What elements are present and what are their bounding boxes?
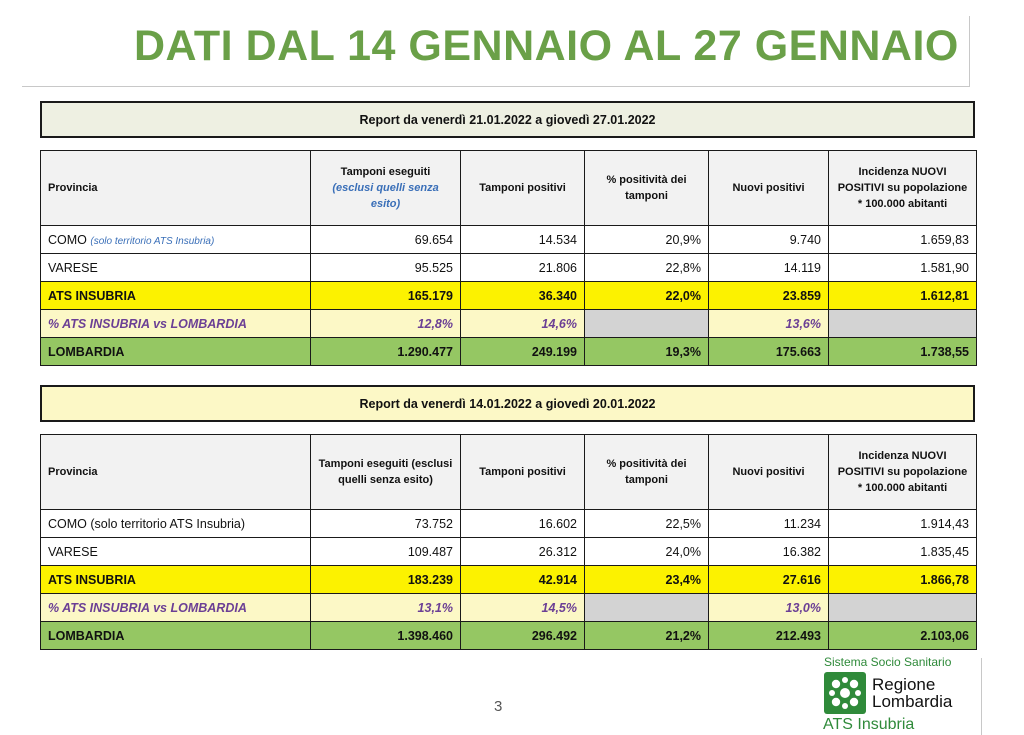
cell-perc: 22,8% bbox=[585, 254, 709, 282]
cell-incidenza: 1.581,90 bbox=[829, 254, 977, 282]
cell-incidenza: 1.914,43 bbox=[829, 510, 977, 538]
header-tamponi-eseguiti-label: Tamponi eseguiti bbox=[340, 166, 431, 178]
table-header-row bbox=[41, 435, 977, 510]
cell-label: ATS INSUBRIA bbox=[41, 566, 311, 594]
header-positivita: % positività dei tamponi bbox=[585, 151, 709, 226]
table-row-lombardia bbox=[41, 622, 977, 650]
cell-label: % ATS INSUBRIA vs LOMBARDIA bbox=[41, 594, 311, 622]
cell-incidenza: 2.103,06 bbox=[829, 622, 977, 650]
cell-nuovi: 9.740 bbox=[709, 226, 829, 254]
table-row-ats-insubria bbox=[41, 566, 977, 594]
cell-tamponi: 69.654 bbox=[311, 226, 461, 254]
cell-perc: 21,2% bbox=[585, 622, 709, 650]
cell-tamponi: 165.179 bbox=[311, 282, 461, 310]
header-tamponi-positivi: Tamponi positivi bbox=[461, 435, 585, 510]
cell-empty bbox=[585, 310, 709, 338]
cell-nuovi: 16.382 bbox=[709, 538, 829, 566]
cell-nuovi: 27.616 bbox=[709, 566, 829, 594]
cell-empty bbox=[829, 310, 977, 338]
title-divider bbox=[22, 86, 970, 87]
cell-positivi: 14,5% bbox=[461, 594, 585, 622]
cell-tamponi: 12,8% bbox=[311, 310, 461, 338]
cell-positivi: 16.602 bbox=[461, 510, 585, 538]
cell-label: LOMBARDIA bbox=[41, 338, 311, 366]
title-vertical-divider bbox=[969, 16, 970, 86]
header-nuovi-positivi: Nuovi positivi bbox=[709, 435, 829, 510]
page-number: 3 bbox=[494, 698, 503, 715]
header-tamponi-eseguiti-note: (esclusi quelli senza esito) bbox=[332, 182, 439, 210]
cell-label: % ATS INSUBRIA vs LOMBARDIA bbox=[41, 310, 311, 338]
table-row-ats-vs-lombardia bbox=[41, 594, 977, 622]
report-2-table bbox=[40, 434, 977, 650]
cell-nuovi: 175.663 bbox=[709, 338, 829, 366]
table-row-ats-insubria bbox=[41, 282, 977, 310]
cell-nuovi: 13,0% bbox=[709, 594, 829, 622]
logo-ats-text: ATS Insubria bbox=[823, 716, 915, 733]
table-row-varese bbox=[41, 538, 977, 566]
row-note: (solo territorio ATS Insubria) bbox=[90, 235, 215, 247]
header-nuovi-positivi: Nuovi positivi bbox=[709, 151, 829, 226]
cell-incidenza: 1.835,45 bbox=[829, 538, 977, 566]
cell-nuovi: 212.493 bbox=[709, 622, 829, 650]
cell-positivi: 14,6% bbox=[461, 310, 585, 338]
logo-name bbox=[872, 676, 952, 710]
cell-tamponi: 1.290.477 bbox=[311, 338, 461, 366]
cell-positivi: 26.312 bbox=[461, 538, 585, 566]
logo-system-text: Sistema Socio Sanitario bbox=[824, 655, 952, 669]
cell-perc: 22,0% bbox=[585, 282, 709, 310]
header-provincia: Provincia bbox=[41, 151, 311, 226]
row-label: COMO bbox=[48, 232, 87, 247]
cell-empty bbox=[585, 594, 709, 622]
header-tamponi-positivi: Tamponi positivi bbox=[461, 151, 585, 226]
cell-positivi: 21.806 bbox=[461, 254, 585, 282]
cell-positivi: 36.340 bbox=[461, 282, 585, 310]
cell-positivi: 296.492 bbox=[461, 622, 585, 650]
cell-incidenza: 1.659,83 bbox=[829, 226, 977, 254]
table-row-como bbox=[41, 510, 977, 538]
cell-nuovi: 13,6% bbox=[709, 310, 829, 338]
cell-perc: 24,0% bbox=[585, 538, 709, 566]
regione-lombardia-logo-icon bbox=[824, 672, 866, 714]
report-2-heading: Report da venerdì 14.01.2022 a giovedì 20.01.2022 bbox=[40, 385, 975, 422]
cell-label: VARESE bbox=[41, 254, 311, 282]
cell-tamponi: 109.487 bbox=[311, 538, 461, 566]
logo-name-line1: Regione bbox=[872, 675, 936, 694]
report-1-table bbox=[40, 150, 977, 366]
header-tamponi-eseguiti bbox=[311, 151, 461, 226]
table-row-lombardia bbox=[41, 338, 977, 366]
table-row-varese bbox=[41, 254, 977, 282]
page-title: DATI DAL 14 GENNAIO AL 27 GENNAIO bbox=[134, 22, 959, 70]
header-incidenza: Incidenza NUOVI POSITIVI su popolazione * 100.000 abitanti bbox=[829, 151, 977, 226]
cell-incidenza: 1.612,81 bbox=[829, 282, 977, 310]
cell-empty bbox=[829, 594, 977, 622]
cell-nuovi: 23.859 bbox=[709, 282, 829, 310]
cell-label: LOMBARDIA bbox=[41, 622, 311, 650]
cell-label: VARESE bbox=[41, 538, 311, 566]
cell-tamponi: 183.239 bbox=[311, 566, 461, 594]
table-row-como bbox=[41, 226, 977, 254]
header-positivita: % positività dei tamponi bbox=[585, 435, 709, 510]
logo-divider bbox=[981, 658, 982, 735]
table-header-row bbox=[41, 151, 977, 226]
cell-tamponi: 1.398.460 bbox=[311, 622, 461, 650]
header-incidenza: Incidenza NUOVI POSITIVI su popolazione * 100.000 abitanti bbox=[829, 435, 977, 510]
cell-perc: 23,4% bbox=[585, 566, 709, 594]
cell-tamponi: 13,1% bbox=[311, 594, 461, 622]
cell-tamponi: 73.752 bbox=[311, 510, 461, 538]
table-row-ats-vs-lombardia bbox=[41, 310, 977, 338]
cell-incidenza: 1.738,55 bbox=[829, 338, 977, 366]
cell-perc: 20,9% bbox=[585, 226, 709, 254]
header-provincia: Provincia bbox=[41, 435, 311, 510]
cell-nuovi: 14.119 bbox=[709, 254, 829, 282]
cell-perc: 19,3% bbox=[585, 338, 709, 366]
cell-positivi: 42.914 bbox=[461, 566, 585, 594]
cell-perc: 22,5% bbox=[585, 510, 709, 538]
cell-label: ATS INSUBRIA bbox=[41, 282, 311, 310]
cell-label: COMO (solo territorio ATS Insubria) bbox=[41, 510, 311, 538]
cell-tamponi: 95.525 bbox=[311, 254, 461, 282]
report-1-heading: Report da venerdì 21.01.2022 a giovedì 27.01.2022 bbox=[40, 101, 975, 138]
cell-label bbox=[41, 226, 311, 254]
cell-nuovi: 11.234 bbox=[709, 510, 829, 538]
header-tamponi-eseguiti: Tamponi eseguiti (esclusi quelli senza esito) bbox=[311, 435, 461, 510]
cell-positivi: 249.199 bbox=[461, 338, 585, 366]
cell-positivi: 14.534 bbox=[461, 226, 585, 254]
logo-name-line2: Lombardia bbox=[872, 692, 953, 711]
cell-incidenza: 1.866,78 bbox=[829, 566, 977, 594]
